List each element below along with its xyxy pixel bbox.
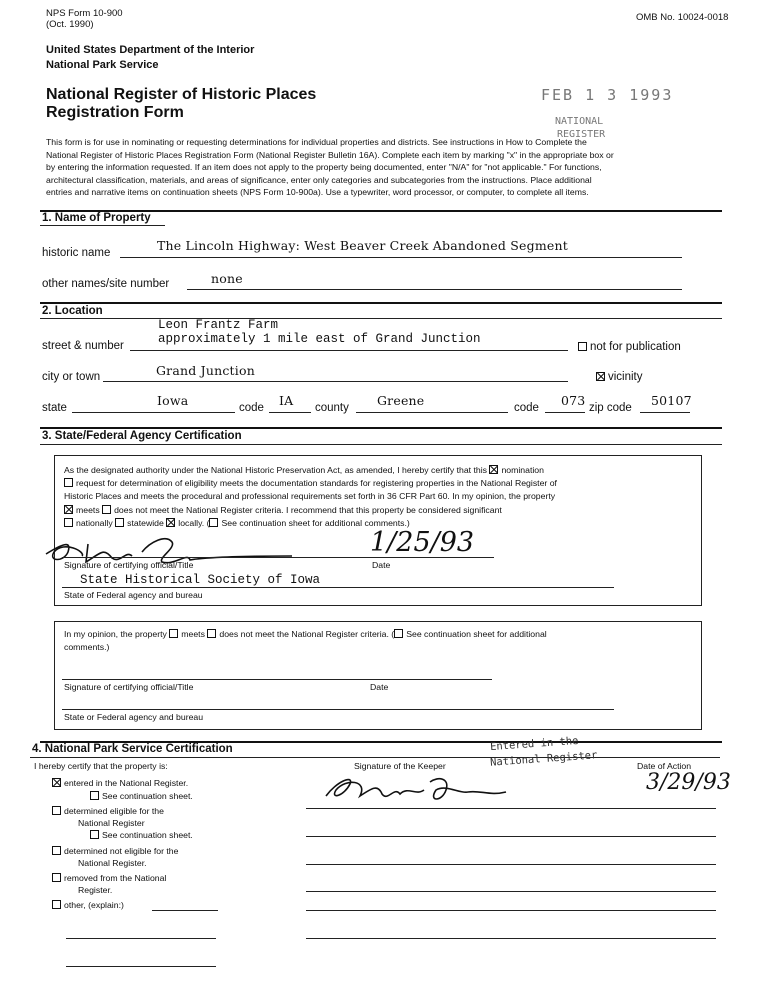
keeper-line-2 xyxy=(306,836,716,837)
see-continuation-2-checkbox[interactable] xyxy=(90,830,99,839)
meets-checkbox[interactable] xyxy=(64,505,73,514)
option-eligible[interactable]: determined eligible for the xyxy=(52,806,164,816)
omb-number: OMB No. 10024-0018 xyxy=(636,12,729,23)
historic-name-label: historic name xyxy=(42,247,111,259)
state-line xyxy=(72,412,235,413)
keeper-line-3 xyxy=(306,864,716,865)
date2-label: Date xyxy=(370,682,389,692)
option-entered[interactable]: entered in the National Register. xyxy=(52,778,188,788)
city-label: city or town xyxy=(42,371,101,383)
agency-label: State of Federal agency and bureau xyxy=(64,590,203,600)
state-agency-value[interactable]: State Historical Society of Iowa xyxy=(80,573,321,587)
option-removed-line2: Register. xyxy=(78,885,113,895)
state-code-value[interactable]: IA xyxy=(279,393,294,408)
county-code-label: code xyxy=(514,402,539,414)
not-eligible-checkbox[interactable] xyxy=(52,846,61,855)
option-see-continuation-1[interactable]: See continuation sheet. xyxy=(90,791,193,801)
certify-label: I hereby certify that the property is: xyxy=(34,761,168,771)
county-label: county xyxy=(315,402,349,414)
signature2-line xyxy=(62,679,492,680)
stamp-register: REGISTER xyxy=(557,129,606,140)
historic-name-line xyxy=(120,257,682,258)
keeper-line-6 xyxy=(306,938,716,939)
state-code-line xyxy=(269,412,311,413)
state-value[interactable]: Iowa xyxy=(157,393,189,408)
not-for-publication[interactable]: not for publication xyxy=(578,341,681,353)
historic-name-value[interactable]: The Lincoln Highway: West Beaver Creek Abandoned Segment xyxy=(157,238,568,253)
signature2-label: Signature of certifying official/Title xyxy=(64,682,194,692)
vicinity-checkbox[interactable] xyxy=(596,372,605,381)
state-code-label: code xyxy=(239,402,264,414)
option-other[interactable]: other, (explain:) xyxy=(52,900,124,910)
section1-heading: 1. Name of Property xyxy=(42,212,151,224)
county-value[interactable]: Greene xyxy=(377,393,425,408)
opinion-does-not-meet-checkbox[interactable] xyxy=(207,629,216,638)
state-label: state xyxy=(42,402,67,414)
vicinity[interactable]: vicinity xyxy=(596,371,643,383)
request-checkbox[interactable] xyxy=(64,478,73,487)
department: United States Department of the Interior xyxy=(46,44,255,56)
other-explain-line-2[interactable] xyxy=(66,938,216,939)
agency2-label: State or Federal agency and bureau xyxy=(64,712,204,722)
signature-label: Signature of certifying official/Title xyxy=(64,560,194,570)
form-title: National Register of Historic Places xyxy=(46,86,317,103)
received-date-stamp: FEB 1 3 1993 xyxy=(541,86,674,104)
agency-line xyxy=(62,587,614,588)
keeper-line-4 xyxy=(306,891,716,892)
instructions-paragraph: This form is for use in nominating or requesting determinations for individual properties and districts. See instructions in How to Complete the National Register of Historic Places Registration Form (National Register Bulletin 16A). Complete each item by marking "x" in the appropriate box or by entering the information requested. If an item does not apply to the property being documented, enter "N/A" for "not applicable." For functions, architectural classification, materials, and areas of significance, enter only categories and subcategories from the instructions. Place additional entries and narrative items on continuation sheets (NPS Form 10-900a). Use a typewriter, word processor, or computer, to complete all items. xyxy=(46,137,614,198)
section1-heading-underline xyxy=(40,225,165,226)
date-label: Date xyxy=(372,560,391,570)
opinion-meets-checkbox[interactable] xyxy=(169,629,178,638)
keeper-signature xyxy=(320,768,550,808)
agency2-line xyxy=(62,709,614,710)
action-date-handwritten: 3/29/93 xyxy=(646,770,731,795)
other-checkbox[interactable] xyxy=(52,900,61,909)
nomination-checkbox[interactable] xyxy=(489,465,498,474)
other-explain-line-3[interactable] xyxy=(66,966,216,967)
section2-heading: 2. Location xyxy=(42,305,103,317)
section3-heading-underline xyxy=(40,444,722,445)
keeper-line-5 xyxy=(306,910,716,911)
opinion-text: In my opinion, the property meets does not meet the National Register criteria. ( See continuation sheet for additional comments.) xyxy=(64,629,547,652)
action-date-label: Date of Action xyxy=(637,761,692,771)
option-not-eligible[interactable]: determined not eligible for the xyxy=(52,846,178,856)
other-names-value[interactable]: none xyxy=(211,271,243,286)
agency-service: National Park Service xyxy=(46,59,159,71)
stamp-national: NATIONAL xyxy=(555,116,604,127)
county-line xyxy=(356,412,508,413)
entered-stamp-line2: National Register xyxy=(489,749,598,769)
zip-line xyxy=(640,412,690,413)
entered-checkbox[interactable] xyxy=(52,778,61,787)
street-line2-value[interactable]: approximately 1 mile east of Grand Junction xyxy=(158,332,481,346)
option-not-eligible-line2: National Register. xyxy=(78,858,147,868)
section4-heading: 4. National Park Service Certification xyxy=(32,743,233,755)
section4-heading-underline xyxy=(30,757,720,758)
section2-rule xyxy=(40,302,722,304)
other-names-line xyxy=(187,289,682,290)
removed-checkbox[interactable] xyxy=(52,873,61,882)
option-eligible-line2: National Register xyxy=(78,818,145,828)
state-certification-text: As the designated authority under the National Historic Preservation Act, as amended, I hereby certify that this nomination request for determination of eligibility meets the documentation standards for registering properties in the National Register of Historic Places and meets the procedural and professional requirements set forth in 36 CFR Part 60. In my opinion, the property meets does not meet the National Register criteria. I recommend that this property be considered significant nationally statewide locally. ( See continuation sheet for additional comments.) xyxy=(64,465,557,528)
certification-date-handwritten: 1/25/93 xyxy=(370,527,475,558)
keeper-label: Signature of the Keeper xyxy=(354,761,446,771)
form-number: NPS Form 10-900 xyxy=(46,8,123,19)
street-line1-value[interactable]: Leon Frantz Farm xyxy=(158,318,279,332)
other-names-label: other names/site number xyxy=(42,278,170,290)
option-see-continuation-2[interactable]: See continuation sheet. xyxy=(90,830,193,840)
section3-rule xyxy=(40,427,722,429)
form-subtitle: Registration Form xyxy=(46,104,184,121)
county-code-value[interactable]: 073 xyxy=(561,393,586,408)
does-not-meet-checkbox[interactable] xyxy=(102,505,111,514)
see-continuation-1-checkbox[interactable] xyxy=(90,791,99,800)
entered-stamp-line1: Entered in the xyxy=(489,734,579,754)
street-label: street & number xyxy=(42,340,124,352)
street-line xyxy=(130,350,568,351)
other-explain-line-1[interactable] xyxy=(152,910,218,911)
keeper-line-1 xyxy=(306,808,716,809)
city-line xyxy=(103,381,568,382)
city-value[interactable]: Grand Junction xyxy=(156,363,255,378)
opinion-continuation-checkbox[interactable] xyxy=(394,629,403,638)
eligible-checkbox[interactable] xyxy=(52,806,61,815)
option-removed[interactable]: removed from the National xyxy=(52,873,166,883)
zip-value[interactable]: 50107 xyxy=(651,393,692,408)
zip-label: zip code xyxy=(589,402,632,414)
not-for-publication-checkbox[interactable] xyxy=(578,342,587,351)
county-code-line xyxy=(545,412,585,413)
signature-line xyxy=(62,557,494,558)
section2-heading-underline xyxy=(40,318,722,319)
section3-heading: 3. State/Federal Agency Certification xyxy=(42,430,242,442)
form-revision: (Oct. 1990) xyxy=(46,19,94,30)
